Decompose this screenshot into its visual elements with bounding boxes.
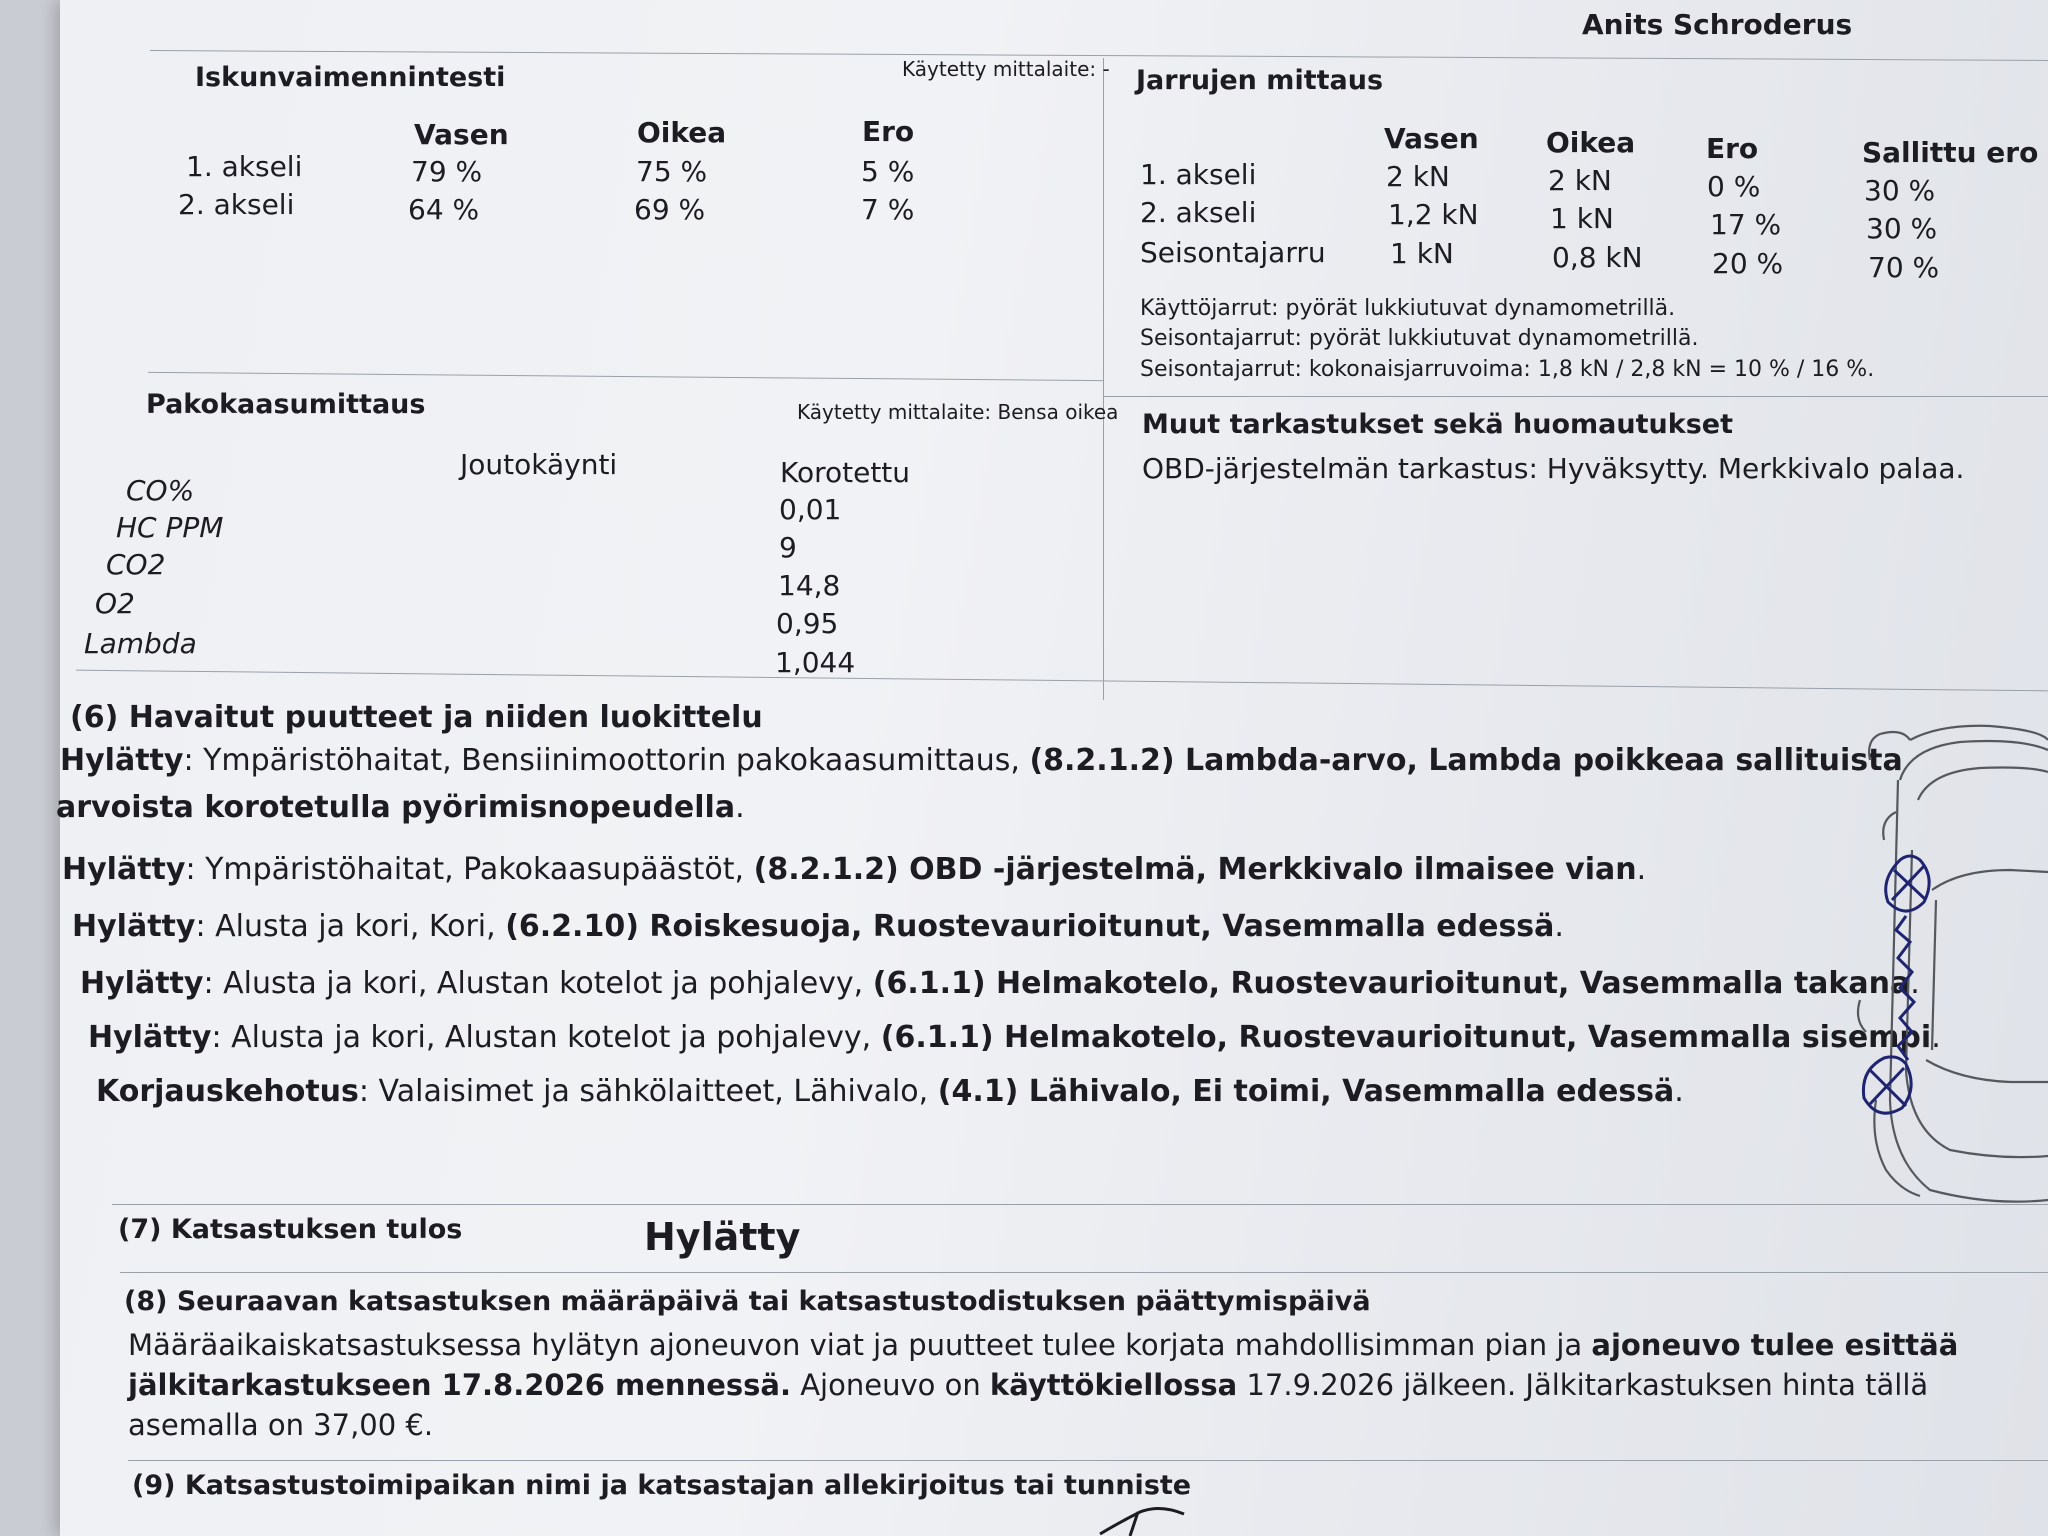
shock-row-right: 75 % [636, 155, 708, 188]
defects-title: (6) Havaitut puutteet ja niiden luokittelu [70, 700, 763, 735]
brakes-note: Seisontajarrut: pyörät lukkiutuvat dynamometrillä. [1140, 326, 1699, 351]
defect-end: . [1931, 1020, 1941, 1055]
signature-title: (9) Katsastustoimipaikan nimi ja katsastajan allekirjoitus tai tunniste [132, 1470, 1192, 1501]
exhaust-title: Pakokaasumittaus [146, 389, 426, 420]
defect-desc: : Valaisimet ja sähkölaitteet, Lähivalo, [358, 1074, 938, 1109]
defect-item [62, 852, 1646, 887]
defect-detail: (8.2.1.2) Lambda-arvo, Lambda poikkeaa sallituista [1029, 743, 1903, 778]
exhaust-col-raised: Korotettu [780, 456, 911, 489]
brakes-row-label: 1. akseli [1140, 158, 1257, 191]
defect-desc: : Alusta ja kori, Alustan kotelot ja pohjalevy, [211, 1020, 881, 1055]
brakes-row-diff: 17 % [1710, 208, 1782, 241]
signature-mark [1080, 1500, 1200, 1536]
defect-end: . [735, 790, 745, 825]
defect-status: Hylätty [72, 909, 196, 944]
defect-status: Hylätty [88, 1020, 212, 1055]
exhaust-col-idle: Joutokäynti [460, 448, 618, 481]
divider-result [112, 1204, 2048, 1205]
exhaust-row-label: CO2 [106, 548, 166, 581]
shock-device: Käytetty mittalaite: - [902, 57, 1110, 81]
defect-end: . [1910, 966, 1920, 1001]
exhaust-row-label: Lambda [84, 627, 197, 660]
brakes-row-diff: 20 % [1712, 247, 1784, 280]
shock-row-label: 2. akseli [178, 188, 295, 221]
exhaust-row-label: CO% [126, 474, 195, 507]
inspector-name: Anits Schroderus [1582, 8, 1853, 41]
defect-end: . [1554, 909, 1564, 944]
defect-detail: (6.2.10) Roiskesuoja, Ruostevaurioitunut, Vasemmalla edessä [505, 909, 1555, 944]
brakes-row-right: 0,8 kN [1552, 241, 1643, 274]
shock-row-right: 69 % [634, 193, 706, 226]
defect-detail-cont: arvoista korotetulla pyörimisnopeudella [56, 790, 736, 825]
next-text-ban: käyttökiellossa [989, 1368, 1238, 1402]
shock-row-diff: 7 % [861, 193, 915, 226]
defect-detail: (6.1.1) Helmakotelo, Ruostevaurioitunut, Vasemmalla sisempi [880, 1020, 1932, 1055]
brakes-note: Käyttöjarrut: pyörät lukkiutuvat dynamometrillä. [1140, 296, 1676, 321]
brakes-col-diff: Ero [1706, 132, 1759, 165]
exhaust-row-label: HC PPM [116, 511, 224, 544]
defect-detail: (8.2.1.2) OBD -järjestelmä, Merkkivalo ilmaisee vian [753, 852, 1637, 887]
brakes-row-right: 2 kN [1548, 164, 1612, 197]
result-value: Hylätty [644, 1215, 801, 1259]
defect-status: Hylätty [60, 743, 184, 778]
defect-end: . [1674, 1074, 1684, 1109]
divider-brakes-other [1104, 396, 2048, 397]
divider-vertical [1103, 58, 1104, 700]
brakes-row-allowed: 30 % [1866, 212, 1938, 245]
brakes-row-left: 1,2 kN [1388, 198, 1479, 231]
defect-item [96, 1074, 1684, 1109]
divider-next [120, 1272, 2048, 1273]
defect-desc: : Alusta ja kori, Alustan kotelot ja pohjalevy, [203, 966, 873, 1001]
exhaust-row-label: O2 [95, 587, 135, 620]
exhaust-row-raised: 0,95 [776, 607, 839, 640]
next-title: (8) Seuraavan katsastuksen määräpäivä tai katsastustodistuksen päättymispäivä [124, 1286, 1371, 1317]
next-text-p3: 17.9.2026 jälkeen. Jälkitarkastuksen hinta tällä asemalla on 37,00 €. [128, 1368, 1929, 1442]
other-title: Muut tarkastukset sekä huomautukset [1142, 409, 1733, 440]
exhaust-device: Käytetty mittalaite: Bensa oikea [797, 400, 1119, 424]
next-text [128, 1325, 2008, 1445]
next-text-deadline: ajoneuvo tulee esittää jälkitarkastukseen 17.8.2026 mennessä. [128, 1328, 1959, 1402]
divider-signature [128, 1460, 2048, 1461]
brakes-row-allowed: 70 % [1868, 251, 1940, 284]
shock-row-label: 1. akseli [186, 150, 303, 183]
exhaust-row-raised: 1,044 [775, 646, 856, 679]
brakes-col-left: Vasen [1384, 122, 1479, 155]
brakes-col-allowed: Sallittu ero [1862, 136, 2039, 169]
brakes-row-diff: 0 % [1707, 170, 1761, 203]
exhaust-row-raised: 14,8 [778, 569, 841, 602]
brakes-row-right: 1 kN [1550, 202, 1614, 235]
defect-desc: : Ympäristöhaitat, Bensiinimoottorin pakokaasumittaus, [183, 743, 1030, 778]
brakes-col-right: Oikea [1546, 126, 1636, 159]
exhaust-row-raised: 9 [779, 531, 797, 564]
next-text-p1: Määräaikaiskatsastuksessa hylätyn ajoneuvon viat ja puutteet tulee korjata mahdollisimman pian ja [128, 1328, 1592, 1362]
shock-col-diff: Ero [862, 115, 915, 148]
defect-item-cont [56, 790, 745, 825]
shock-row-diff: 5 % [861, 155, 915, 188]
defect-detail: (6.1.1) Helmakotelo, Ruostevaurioitunut, Vasemmalla takana [872, 966, 1911, 1001]
brakes-row-label: 2. akseli [1140, 196, 1257, 229]
brakes-title: Jarrujen mittaus [1136, 65, 1384, 96]
other-text: OBD-järjestelmän tarkastus: Hyväksytty. Merkkivalo palaa. [1142, 452, 1965, 485]
brakes-row-allowed: 30 % [1864, 174, 1936, 207]
shock-col-left: Vasen [414, 118, 509, 151]
defect-item [60, 743, 1903, 778]
defect-status: Hylätty [62, 852, 186, 887]
defect-item [80, 966, 1920, 1001]
brakes-row-label: Seisontajarru [1140, 236, 1326, 269]
exhaust-row-raised: 0,01 [779, 493, 842, 526]
result-title: (7) Katsastuksen tulos [118, 1214, 463, 1245]
defect-detail: (4.1) Lähivalo, Ei toimi, Vasemmalla edessä [937, 1074, 1675, 1109]
shock-row-left: 79 % [411, 155, 483, 188]
defect-item [88, 1020, 1941, 1055]
defect-status: Hylätty [80, 966, 204, 1001]
shock-col-right: Oikea [637, 116, 727, 149]
defect-status: Korjauskehotus [96, 1074, 359, 1109]
car-diagram [1840, 720, 2048, 1210]
brakes-row-left: 2 kN [1386, 160, 1450, 193]
defect-end: . [1636, 852, 1647, 887]
defect-item [72, 909, 1564, 944]
shock-row-left: 64 % [408, 193, 480, 226]
defect-desc: : Ympäristöhaitat, Pakokaasupäästöt, [185, 852, 754, 887]
defect-desc: : Alusta ja kori, Kori, [195, 909, 506, 944]
brakes-note: Seisontajarrut: kokonaisjarruvoima: 1,8 kN / 2,8 kN = 10 % / 16 %. [1140, 357, 1875, 382]
brakes-row-left: 1 kN [1390, 237, 1454, 270]
shock-title: Iskunvaimennintesti [195, 62, 506, 93]
next-text-p2: Ajoneuvo on [791, 1368, 990, 1402]
